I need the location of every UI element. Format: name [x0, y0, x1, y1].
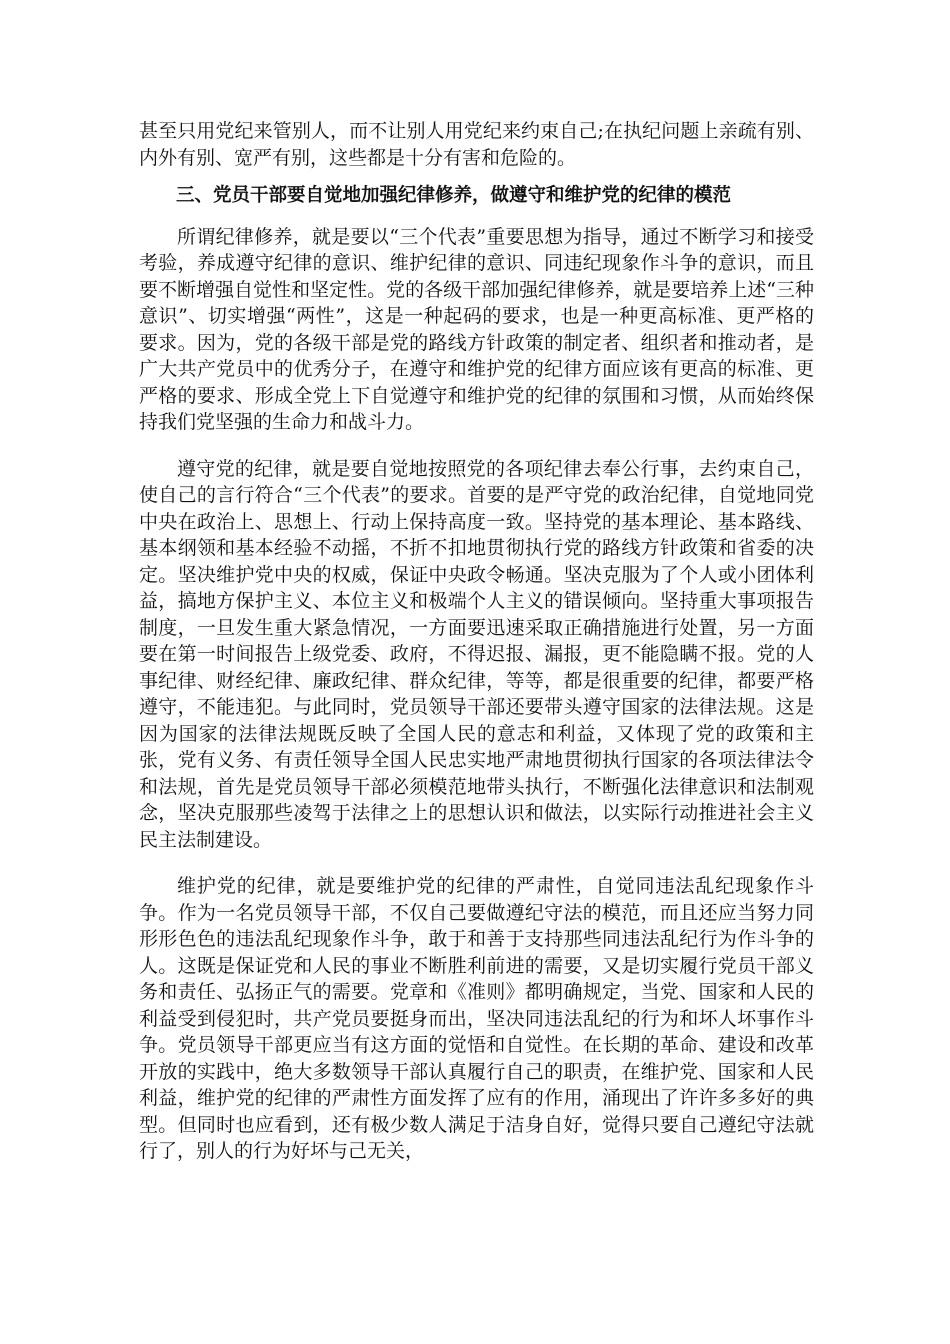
paragraph-maintain-discipline: 维护党的纪律，就是要维护党的纪律的严肃性，自觉同违法乱纪现象作斗争。作为一名党员领导干部，不仅自己要做遵纪守法的模范，而且还应当努力同形形色色的违法乱纪现象作斗争，敢于和善于支持那些同违法乱纪行为作斗争的人。这既是保证党和人民的事业不断胜利前进的需要，又是切实履行党员干部义务和责任、弘扬正气的需要。党章和《准则》都明确规定，当党、国家和人民的利益受到侵犯时，共产党员要挺身而出，坚决同违法乱纪的行为和坏人坏事作斗争。党员领导干部更应当有这方面的觉悟和自觉性。在长期的革命、建设和改革开放的实践中，绝大多数领导干部认真履行自己的职责，在维护党、国家和人民利益，维护党的纪律的严肃性方面发挥了应有的作用，涌现出了许许多多好的典型。但同时也应看到，还有极少数人满足于洁身自好，觉得只要自己遵纪守法就行了，别人的行为好坏与己无关，: [139, 875, 814, 1162]
paragraph-obey-discipline: 遵守党的纪律，就是要自觉地按照党的各项纪律去奉公行事，去约束自己，使自己的言行符合“三个代表”的要求。首要的是严守党的政治纪律，自觉地同党中央在政治上、思想上、行动上保持高度一致。坚持党的基本理论、基本路线、基本纲领和基本经验不动摇，不折不扣地贯彻执行党的路线方针政策和省委的决定。坚决维护党中央的权威，保证中央政令畅通。坚决克服为了个人或小团体利益，搞地方保护主义、本位主义和极端个人主义的错误倾向。坚持重大事项报告制度，一旦发生重大紧急情况，一方面要迅速采取正确措施进行处置，另一方面要在第一时间报告上级党委、政府，不得迟报、漏报，更不能隐瞒不报。党的人事纪律、财经纪律、廉政纪律、群众纪律，等等，都是很重要的纪律，都要严格遵守，不能违犯。与此同时，党员领导干部还要带头遵守国家的法律法规。这是因为国家的法律法规既反映了全国人民的意志和利益，又体现了党的政策和主张，党有义务、有责任领导全国人民忠实地严肃地贯彻执行国家的各项法律法令和法规，首先是党员领导干部必须模范地带头执行，不断强化法律意识和法制观念，坚决克服那些凌驾于法律之上的思想认识和做法，以实际行动推进社会主义民主法制建设。: [139, 457, 814, 851]
section-heading: 三、党员干部要自觉地加强纪律修养，做遵守和维护党的纪律的模范: [176, 185, 732, 206]
document-body: [139, 118, 814, 1165]
paragraph-discipline-cultivation: 所谓纪律修养，就是要以“三个代表”重要思想为指导，通过不断学习和接受考验，养成遵守纪律的意识、维护纪律的意识、同违纪现象作斗争的意识，而且要不断增强自觉性和坚定性。党的各级干部加强纪律修养，就是要培养上述“三种意识”、切实增强“两性”，这是一种起码的要求，也是一种更高标准、更严格的要求。因为，党的各级干部是党的路线方针政策的制定者、组织者和推动者，是广大共产党员中的优秀分子，在遵守和维护党的纪律方面应该有更高的标准、更严格的要求、形成全党上下自觉遵守和维护党的纪律的氛围和习惯，从而始终保持我们党坚强的生命力和战斗力。: [139, 225, 814, 433]
paragraph-continuation: 甚至只用党纪来管别人，而不让别人用党纪来约束自己;在执纪问题上亲疏有别、内外有别、宽严有别，这些都是十分有害和危险的。: [139, 120, 814, 169]
